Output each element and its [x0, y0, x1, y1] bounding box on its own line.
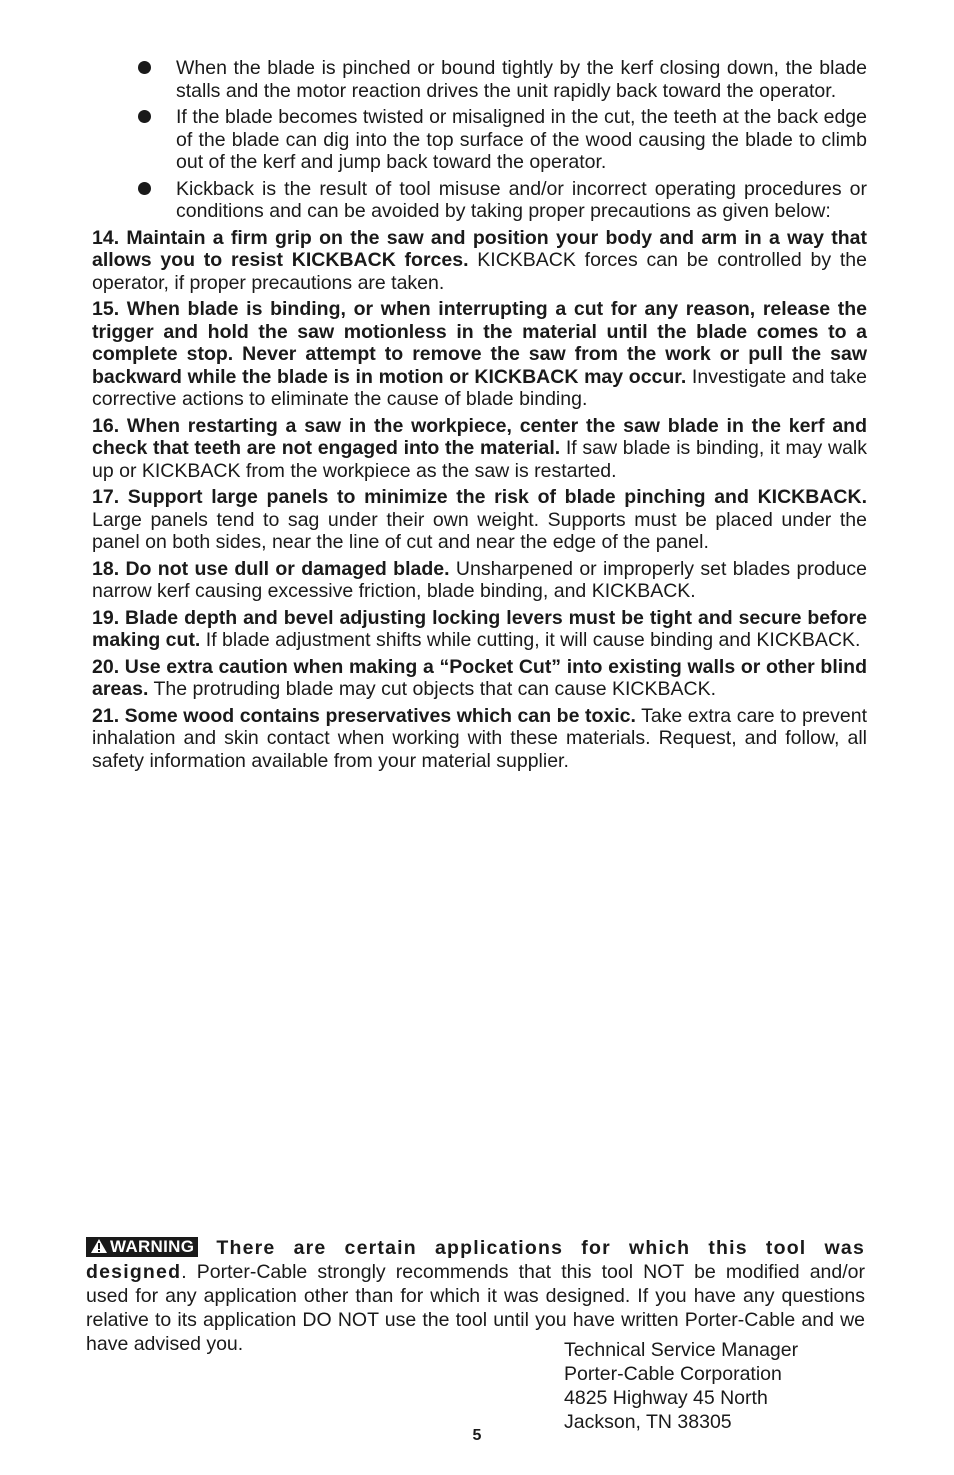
- kickback-bullet-list: [92, 57, 867, 223]
- contact-address: [564, 1338, 798, 1434]
- warning-triangle-icon: [90, 1238, 108, 1254]
- rule-lead: 15. When blade is binding, or when interrupting a cut for any reason, release the trigger and hold the saw motionless in the material until the blade comes to a complete stop. Never attempt to remove the saw from the work or pull the saw backward while the blade is in motion or KICKBACK may occur.: [92, 298, 867, 388]
- rule-lead: 21. Some wood contains preservatives which can be toxic.: [92, 704, 636, 727]
- rule-body: Large panels tend to sag under their own weight. Supports must be placed under the panel on both sides, near the line of cut and near the edge of the panel.: [92, 508, 867, 553]
- address-line: 4825 Highway 45 North: [564, 1387, 768, 1409]
- bullet-dot-icon: [138, 61, 151, 74]
- rule-lead: 19. Blade depth and bevel adjusting locking levers must be tight and secure before making cut.: [92, 606, 867, 651]
- rule-lead: 20. Use extra caution when making a “Pocket Cut” into existing walls or other blind areas.: [92, 655, 867, 700]
- bullet-dot-icon: [138, 110, 151, 123]
- safety-rule-18: [92, 558, 867, 603]
- bullet-item: If the blade becomes twisted or misaligned in the cut, the teeth at the back edge of the blade can dig into the top surface of the wood causing the blade to climb out of the kerf and jump back toward the operator.: [92, 106, 867, 174]
- warning-badge-label: WARNING: [110, 1237, 195, 1256]
- safety-rule-15: [92, 298, 867, 411]
- warning-lead: There are certain applications for which this tool was designed: [86, 1237, 865, 1283]
- page-number: 5: [472, 1427, 482, 1444]
- safety-rule-16: [92, 415, 867, 483]
- safety-rule-17: [92, 486, 867, 554]
- address-line: Jackson, TN 38305: [564, 1411, 732, 1433]
- warning-body: . Porter-Cable strongly recommends that this tool NOT be modified and/or used for any application other than for which it was designed. If you have any questions relative to its application DO NOT use the tool until you have written Porter-Cable and we have advised you.: [86, 1261, 865, 1355]
- bullet-dot-icon: [138, 182, 151, 195]
- rule-lead: 17. Support large panels to minimize the risk of blade pinching and KICKBACK.: [92, 486, 867, 508]
- rule-body: The protruding blade may cut objects that can cause KICKBACK.: [148, 678, 717, 700]
- rule-body: KICKBACK forces can be controlled by the operator, if proper precautions are taken.: [92, 249, 867, 294]
- bullet-item: When the blade is pinched or bound tightly by the kerf closing down, the blade stalls and the motor reaction drives the unit rapidly back toward the operator.: [92, 57, 867, 102]
- address-line: Technical Service Manager: [564, 1339, 799, 1361]
- address-line: Porter-Cable Corporation: [564, 1363, 782, 1385]
- rule-lead: 18. Do not use dull or damaged blade.: [92, 557, 450, 580]
- rule-body: Take extra care to prevent inhalation and skin contact when working with these materials. Request, and follow, all safety information available from your material supplier.: [92, 704, 868, 772]
- safety-instructions: [92, 57, 867, 776]
- safety-rule-14: [92, 227, 867, 295]
- bullet-item: Kickback is the result of tool misuse and/or incorrect operating procedures or conditions and can be avoided by taking proper precautions as given below:: [92, 178, 867, 223]
- safety-rule-21: [92, 705, 867, 773]
- rule-body: If blade adjustment shifts while cutting, it will cause binding and KICKBACK.: [200, 629, 861, 651]
- safety-rule-19: [92, 607, 867, 652]
- safety-rule-20: [92, 656, 867, 701]
- rule-body: Unsharpened or improperly set blades produce narrow kerf causing excessive friction, blade binding, and KICKBACK.: [92, 557, 867, 602]
- warning-badge: [86, 1237, 198, 1257]
- rule-lead: 14. Maintain a firm grip on the saw and position your body and arm in a way that allows you to resist KICKBACK forces.: [92, 226, 867, 271]
- rule-body: If saw blade is binding, it may walk up or KICKBACK from the workpiece as the saw is restarted.: [92, 437, 867, 482]
- rule-lead: 16. When restarting a saw in the workpiece, center the saw blade in the kerf and check that teeth are not engaged into the material.: [92, 414, 867, 459]
- rule-body: Investigate and take corrective actions to eliminate the cause of blade binding.: [92, 365, 867, 410]
